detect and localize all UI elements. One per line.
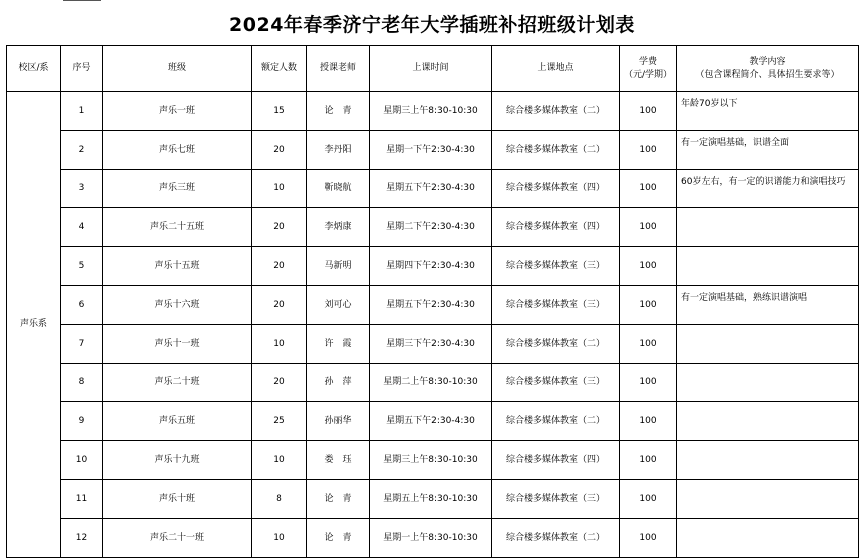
cell-quota: 15 (252, 92, 307, 131)
table-row (7, 285, 859, 324)
table-row (7, 363, 859, 402)
cell-location: 综合楼多媒体教室（四） (492, 441, 620, 480)
col-header-teacher: 授课老师 (307, 46, 370, 92)
cell-class-name: 声乐十一班 (103, 324, 252, 363)
cell-fee: 100 (620, 441, 677, 480)
cell-fee: 100 (620, 363, 677, 402)
cell-teacher: 孙丽华 (307, 402, 370, 441)
cell-quota: 10 (252, 169, 307, 208)
cell-note (677, 518, 859, 557)
cell-location: 综合楼多媒体教室（三） (492, 479, 620, 518)
cell-seq: 1 (61, 92, 103, 131)
cell-seq: 12 (61, 518, 103, 557)
cell-time: 星期四下午2:30-4:30 (370, 247, 492, 286)
cell-class-name: 声乐一班 (103, 92, 252, 131)
cell-location: 综合楼多媒体教室（二） (492, 402, 620, 441)
cell-teacher: 论 青 (307, 479, 370, 518)
cell-seq: 9 (61, 402, 103, 441)
cell-time: 星期五下午2:30-4:30 (370, 169, 492, 208)
cell-teacher: 许 霞 (307, 324, 370, 363)
cell-note: 年龄70岁以下 (677, 92, 859, 131)
class-plan-table (6, 45, 859, 558)
cell-time: 星期三下午2:30-4:30 (370, 324, 492, 363)
cell-seq: 7 (61, 324, 103, 363)
cell-time: 星期五下午2:30-4:30 (370, 285, 492, 324)
cell-location: 综合楼多媒体教室（三） (492, 363, 620, 402)
cell-location: 综合楼多媒体教室（二） (492, 92, 620, 131)
cell-fee: 100 (620, 285, 677, 324)
cell-note: 60岁左右，有一定的识谱能力和演唱技巧 (677, 169, 859, 208)
table-row (7, 208, 859, 247)
cell-note (677, 324, 859, 363)
cell-seq: 10 (61, 441, 103, 480)
cell-quota: 10 (252, 441, 307, 480)
cell-class-name: 声乐三班 (103, 169, 252, 208)
cell-note: 有一定演唱基础，熟练识谱演唱 (677, 285, 859, 324)
cell-quota: 20 (252, 130, 307, 169)
cell-fee: 100 (620, 402, 677, 441)
col-header-time: 上课时间 (370, 46, 492, 92)
cell-note (677, 441, 859, 480)
col-header-fee (620, 46, 677, 92)
cell-time: 星期二下午2:30-4:30 (370, 208, 492, 247)
table-row (7, 247, 859, 286)
cell-location: 综合楼多媒体教室（二） (492, 518, 620, 557)
fee-header-line2: （元/学期） (623, 69, 673, 80)
cell-teacher: 娄 珏 (307, 441, 370, 480)
col-header-quota: 额定人数 (252, 46, 307, 92)
cell-location: 综合楼多媒体教室（三） (492, 247, 620, 286)
cell-quota: 20 (252, 285, 307, 324)
cell-fee: 100 (620, 92, 677, 131)
cell-class-name: 声乐十六班 (103, 285, 252, 324)
cell-fee: 100 (620, 479, 677, 518)
cell-location: 综合楼多媒体教室（四） (492, 208, 620, 247)
cell-quota: 10 (252, 518, 307, 557)
cell-time: 星期一下午2:30-4:30 (370, 130, 492, 169)
table-row (7, 441, 859, 480)
top-edge-mark (63, 0, 101, 1)
cell-fee: 100 (620, 169, 677, 208)
cell-time: 星期三上午8:30-10:30 (370, 92, 492, 131)
cell-seq: 2 (61, 130, 103, 169)
cell-seq: 5 (61, 247, 103, 286)
cell-note (677, 247, 859, 286)
cell-quota: 8 (252, 479, 307, 518)
cell-fee: 100 (620, 247, 677, 286)
cell-teacher: 靳晓航 (307, 169, 370, 208)
header-row (7, 46, 859, 92)
cell-location: 综合楼多媒体教室（四） (492, 169, 620, 208)
col-header-location: 上课地点 (492, 46, 620, 92)
cell-class-name: 声乐十五班 (103, 247, 252, 286)
cell-fee: 100 (620, 324, 677, 363)
cell-fee: 100 (620, 130, 677, 169)
content-header-line2: （包含课程简介、具体招生要求等） (695, 69, 840, 80)
cell-teacher: 刘可心 (307, 285, 370, 324)
cell-teacher: 李炳康 (307, 208, 370, 247)
col-header-content (677, 46, 859, 92)
col-header-seq: 序号 (61, 46, 103, 92)
cell-note (677, 208, 859, 247)
cell-teacher: 马新明 (307, 247, 370, 286)
col-header-class: 班级 (103, 46, 252, 92)
table-row (7, 324, 859, 363)
cell-quota: 20 (252, 247, 307, 286)
cell-time: 星期三上午8:30-10:30 (370, 441, 492, 480)
table-row (7, 402, 859, 441)
cell-time: 星期五下午2:30-4:30 (370, 402, 492, 441)
cell-campus: 声乐系 (7, 92, 61, 558)
cell-class-name: 声乐十九班 (103, 441, 252, 480)
table-row (7, 518, 859, 557)
page-title: 2024年春季济宁老年大学插班补招班级计划表 (229, 14, 635, 36)
cell-class-name: 声乐五班 (103, 402, 252, 441)
col-header-campus: 校区/系 (7, 46, 61, 92)
cell-fee: 100 (620, 518, 677, 557)
cell-class-name: 声乐二十班 (103, 363, 252, 402)
cell-location: 综合楼多媒体教室（三） (492, 285, 620, 324)
cell-time: 星期五上午8:30-10:30 (370, 479, 492, 518)
cell-location: 综合楼多媒体教室（二） (492, 324, 620, 363)
cell-seq: 4 (61, 208, 103, 247)
table-row (7, 169, 859, 208)
fee-header-line1: 学费 (638, 57, 657, 68)
cell-teacher: 论 青 (307, 92, 370, 131)
table-row (7, 92, 859, 131)
cell-time: 星期二上午8:30-10:30 (370, 363, 492, 402)
cell-fee: 100 (620, 208, 677, 247)
cell-class-name: 声乐七班 (103, 130, 252, 169)
cell-teacher: 论 青 (307, 518, 370, 557)
cell-teacher: 孙 萍 (307, 363, 370, 402)
content-header-line1: 教学内容 (749, 57, 786, 68)
cell-time: 星期一上午8:30-10:30 (370, 518, 492, 557)
cell-location: 综合楼多媒体教室（二） (492, 130, 620, 169)
cell-note: 有一定演唱基础，识谱全面 (677, 130, 859, 169)
cell-note (677, 479, 859, 518)
cell-seq: 11 (61, 479, 103, 518)
cell-seq: 8 (61, 363, 103, 402)
cell-seq: 3 (61, 169, 103, 208)
cell-quota: 20 (252, 363, 307, 402)
cell-quota: 10 (252, 324, 307, 363)
cell-class-name: 声乐二十五班 (103, 208, 252, 247)
cell-quota: 20 (252, 208, 307, 247)
table-row (7, 479, 859, 518)
table-row (7, 130, 859, 169)
cell-class-name: 声乐二十一班 (103, 518, 252, 557)
cell-note (677, 363, 859, 402)
cell-note (677, 402, 859, 441)
cell-quota: 25 (252, 402, 307, 441)
cell-teacher: 李丹阳 (307, 130, 370, 169)
cell-seq: 6 (61, 285, 103, 324)
cell-class-name: 声乐十班 (103, 479, 252, 518)
